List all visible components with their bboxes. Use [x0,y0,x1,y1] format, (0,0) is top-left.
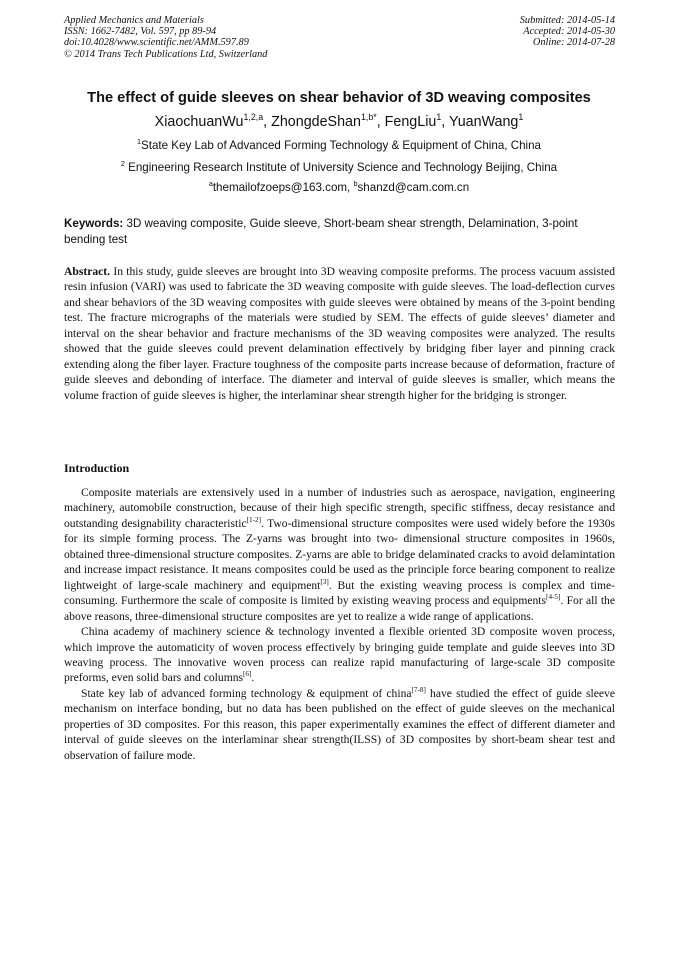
affiliation-2: $^2$ Engineering Research Institute of University Science and Technology Beijing, China [120,159,558,174]
introduction-body [64,485,615,763]
author-affiliation-mark: 1 [518,112,524,123]
section-heading-introduction: Introduction [64,461,130,475]
citation: [3] [320,577,329,586]
journal-info [64,15,267,60]
paragraph: China academy of machinery science & technology invented a flexible oriented 3D composite woven process, which improve the automaticity of woven process effectively by bringing guide template and guide sleeves into 3D weaving process. The innovative woven process can realize rapid manufacturing of large-scale 3D composite preforms, even solid bars and columns[6]. [64,625,615,685]
paper-title: The effect of guide sleeves on shear behavior of 3D weaving composites [87,90,591,106]
author: ZhongdeShan [271,114,361,130]
author-list: XiaochuanWu$^{1,2,a}$, ZhongdeShan$^{1,b*}$, FengLiu$^1$, YuanWang$^1$ [154,112,524,130]
keywords-label: Keywords: [64,217,124,230]
citation: [7-8] [411,686,426,695]
online-date: Online: 2014-07-28 [532,37,615,49]
email-b[interactable]: shanzd@cam.com.cn [357,181,470,194]
paragraph: State key lab of advanced forming technology & equipment of china[7-8] have studied the effect of guide sleeve mechanism on interface bonding, but no data has been published on the effect of guide sleeves on the mechanical properties of 3D composites. For this reason, this paper experimentally examines the effect of different diameter and interval of guide sleeves on the interlaminar shear strength(ILSS) of 3D composites by short-beam shear test and observation of failure mode. [64,686,615,762]
journal-name: Applied Mechanics and Materials [64,15,204,26]
dates-info [520,15,615,49]
abstract-text: In this study, guide sleeves are brought into 3D weaving composite preforms. The process vacuum assisted resin infusion (VARI) was used to fabricate the 3D weaving composite with guide sleeves. The load-deflection curves and shear behaviors of the 3D weaving composites with guide sleeves were obtained by means of the 3-point bending test. The fracture micrographs of the materials were studied by SEM. The effects of guide sleeves’ diameter and interval on the shear behavior and fracture mechanisms of the 3D weaving composites were analyzed. The results showed that the guide sleeves could prevent delamination effectively by bridging fiber layer and pinning crack extending along the fiber layer. Fracture toughness of the composite parts increase because of deformation, fracture of guide sleeves and debonding of interface. The diameter and interval of guide sleeves is smaller, which means the volume fraction of guide sleeves is higher, the interlaminar shear strength higher for the bridging is stronger. [64,265,615,402]
email-a[interactable]: themailofzoeps@163.com [212,181,348,194]
doi-line: doi:10.4028/www.scientific.net/AMM.597.89 [64,37,249,49]
author: YuanWang [448,114,519,130]
abstract [64,264,615,403]
author-affiliation-mark: 1 [436,112,442,123]
submitted-date: Submitted: 2014-05-14 [519,15,615,26]
author: FengLiu [384,114,437,130]
citation: [6] [243,670,252,679]
citation: [4-5] [546,593,561,602]
abstract-label: Abstract. [64,265,111,278]
email-line: $^a$themailofzoeps@163.com, $^b$shanzd@cam.com.cn [208,179,470,194]
author-affiliation-mark: 1,2,a [243,112,264,123]
author: XiaochuanWu [154,114,244,130]
issn-line: ISSN: 1662-7482, Vol. 597, pp 89-94 [64,26,217,38]
keywords [64,216,615,247]
accepted-date: Accepted: 2014-05-30 [523,26,615,38]
keywords-text: 3D weaving composite, Guide sleeve, Short-beam shear strength, Delamination, 3-point bending test [64,217,578,246]
copyright-line: © 2014 Trans Tech Publications Ltd, Switzerland [64,48,268,60]
author-affiliation-mark: 1,b* [360,112,377,123]
citation: [1-2] [246,516,262,525]
paragraph: Composite materials are extensively used in a number of industries such as aerospace, navigation, engineering machinery, automobile construction, because of their high specific strength, specific stiffness, decay resistance and outstanding designability characteristic[1-2]. Two-dimensional structure composites were used widely before the 1930s for its simple forming process. The Z-yarns was brought into two- dimensional structure composites in 1960s, obtained three-dimensional structure composites. Z-yarns are able to bridge delaminated cracks to avoid delamintation and increase impact resistance. It means composites could be used as the principle force bearing component to realize lightweight of large-scale machinery and equipment[3]. But the existing weaving process is complex and time-consuming. Furthermore the scale of composite is limited by existing weaving process and equipments[4-5]. For all the above reasons, three-dimensional structure composites are yet to realize a wide range of applications. [64,486,615,623]
affiliation-1: $^1$State Key Lab of Advanced Forming Technology & Equipment of China, China [136,137,542,152]
